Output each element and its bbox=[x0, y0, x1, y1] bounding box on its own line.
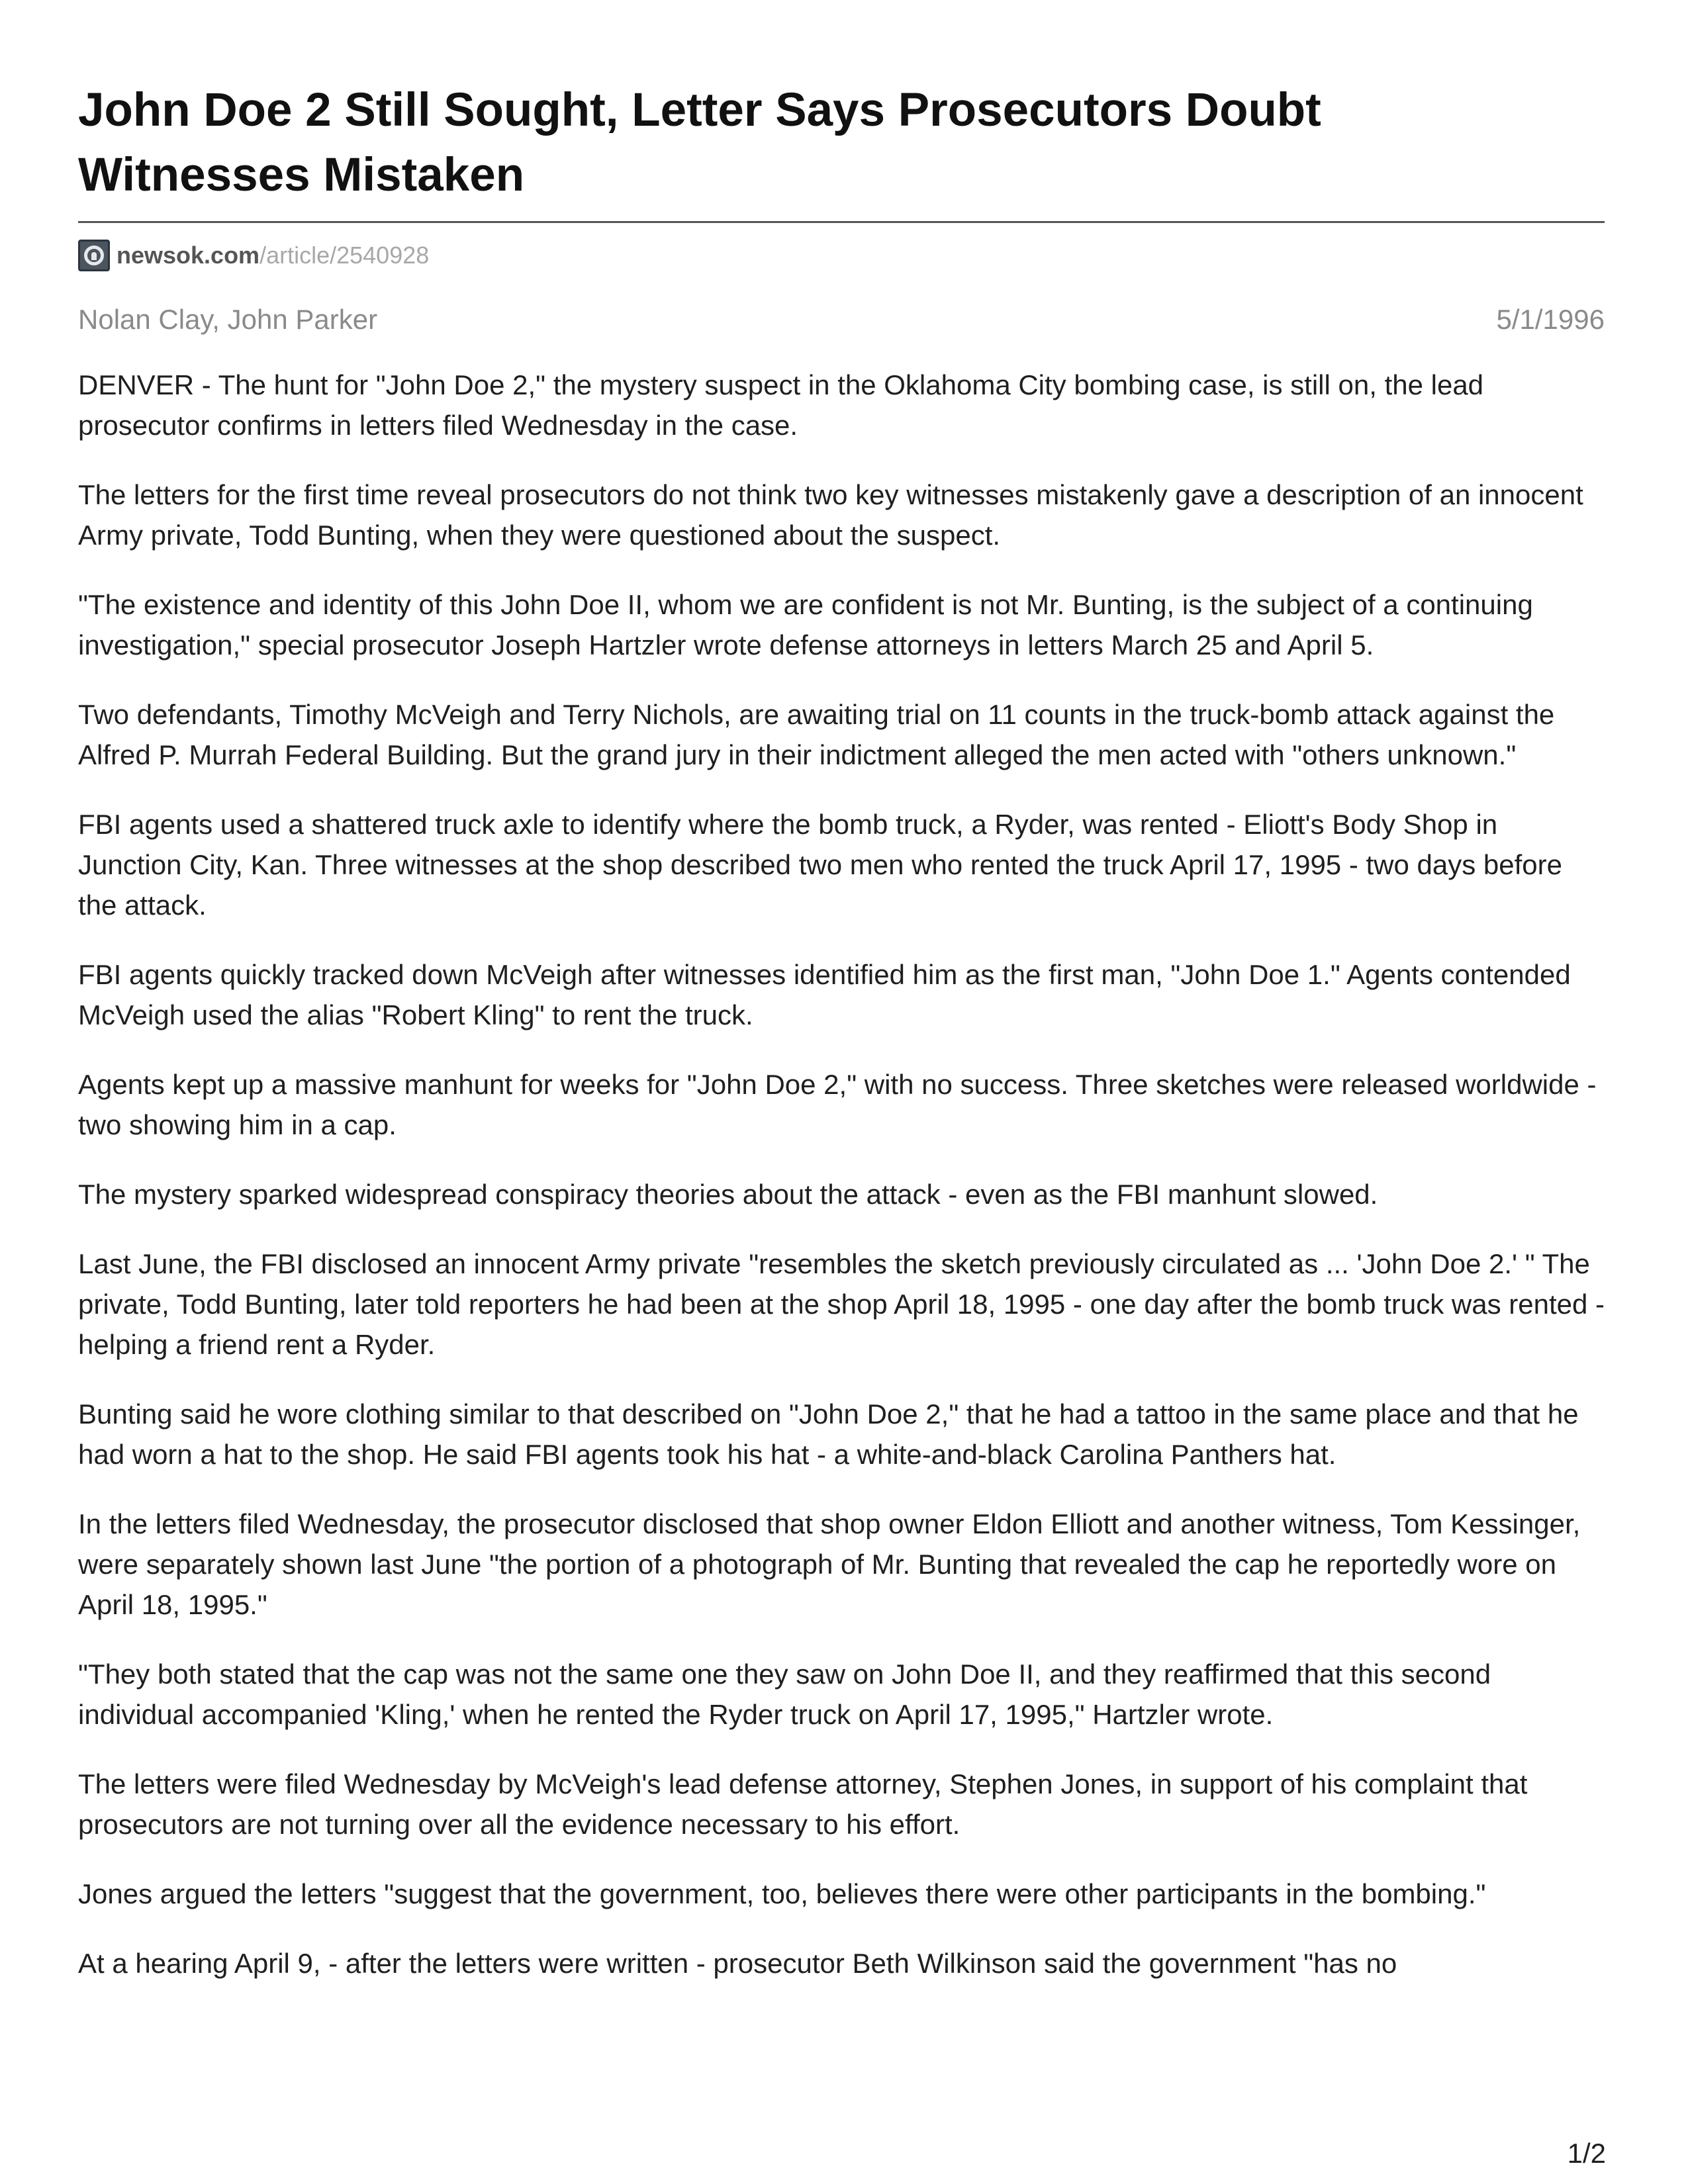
article-paragraph: Agents kept up a massive manhunt for weeks for "John Doe 2," with no success. Three sketches were released worldwide - two showing him in a cap. bbox=[78, 1069, 1597, 1140]
article-body bbox=[78, 365, 1605, 1983]
article-paragraph: The mystery sparked widespread conspiracy theories about the attack - even as the FBI manhunt slowed. bbox=[78, 1179, 1378, 1210]
article-paragraph: "The existence and identity of this John Doe II, whom we are confident is not Mr. Bunting, is the subject of a continuing investigation," special prosecutor Joseph Hartzler wrote defense attorneys in letters March 25 and April 5. bbox=[78, 589, 1533, 660]
article-paragraph: FBI agents used a shattered truck axle to identify where the bomb truck, a Ryder, was rented - Eliott's Body Shop in Junction City, Kan. Three witnesses at the shop described two men who rented the truck April 17, 1995 - two days before the attack. bbox=[78, 809, 1562, 921]
article-title: John Doe 2 Still Sought, Letter Says Prosecutors Doubt Witnesses Mistaken bbox=[78, 84, 1321, 201]
document-page bbox=[78, 78, 1605, 2013]
article-paragraph: The letters were filed Wednesday by McVeigh's lead defense attorney, Stephen Jones, in support of his complaint that prosecutors are not turning over all the evidence necessary to his effort. bbox=[78, 1768, 1528, 1840]
article-paragraph: In the letters filed Wednesday, the prosecutor disclosed that shop owner Eldon Elliott and another witness, Tom Kessinger, were separately shown last June "the portion of a photograph of Mr. Bunting that revealed the cap he reportedly wore on April 18, 1995." bbox=[78, 1508, 1581, 1620]
source-path[interactable]: /article/2540928 bbox=[259, 242, 430, 269]
byline bbox=[78, 301, 1605, 338]
source-line[interactable] bbox=[78, 238, 1605, 273]
article-paragraph: At a hearing April 9, - after the letters were written - prosecutor Beth Wilkinson said the government "has no bbox=[78, 1948, 1397, 1979]
newsok-logo-icon bbox=[78, 240, 110, 271]
article-paragraph: Last June, the FBI disclosed an innocent Army private "resembles the sketch previously circulated as ... 'John Doe 2.' " The private, Todd Bunting, later told reporters he had been at the shop April 18, 1995 - one day after the bomb truck was rented - helping a friend rent a Ryder. bbox=[78, 1248, 1605, 1360]
article-paragraph: "They both stated that the cap was not the same one they saw on John Doe II, and they reaffirmed that this second individual accompanied 'Kling,' when he rented the Ryder truck on April 17, 1995," Hartzler wrote. bbox=[78, 1659, 1491, 1730]
source-domain[interactable]: newsok.com bbox=[117, 242, 260, 269]
title-divider bbox=[78, 221, 1605, 223]
article-date: 5/1/1996 bbox=[1496, 304, 1605, 335]
article-paragraph: FBI agents quickly tracked down McVeigh after witnesses identified him as the first man, "John Doe 1." Agents contended McVeigh used the alias "Robert Kling" to rent the truck. bbox=[78, 959, 1571, 1030]
article-paragraph: DENVER - The hunt for "John Doe 2," the mystery suspect in the Oklahoma City bombing case, is still on, the lead prosecutor confirms in letters filed Wednesday in the case. bbox=[78, 369, 1484, 441]
article-paragraph: The letters for the first time reveal prosecutors do not think two key witnesses mistakenly gave a description of an innocent Army private, Todd Bunting, when they were questioned about the suspect. bbox=[78, 479, 1583, 551]
article-paragraph: Bunting said he wore clothing similar to that described on "John Doe 2," that he had a tattoo in the same place and that he had worn a hat to the shop. He said FBI agents took his hat - a white-and-black Carolina Panthers hat. bbox=[78, 1398, 1579, 1470]
page-number: 1/2 bbox=[1567, 2138, 1606, 2169]
article-paragraph: Two defendants, Timothy McVeigh and Terry Nichols, are awaiting trial on 11 counts in the truck-bomb attack against the Alfred P. Murrah Federal Building. But the grand jury in their indictment alleged the men acted with "others unknown." bbox=[78, 699, 1555, 770]
article-paragraph: Jones argued the letters "suggest that the government, too, believes there were other participants in the bombing." bbox=[78, 1878, 1486, 1909]
article-authors: Nolan Clay, John Parker bbox=[78, 304, 378, 335]
